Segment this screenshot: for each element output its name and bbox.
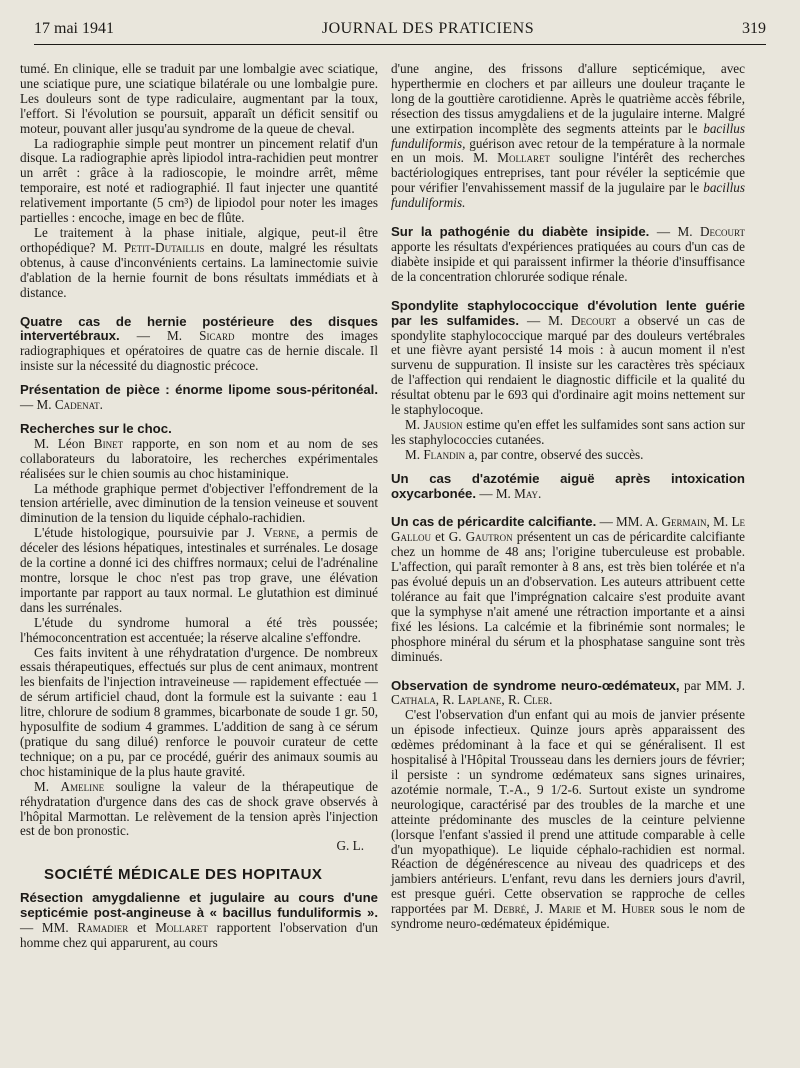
- section-amygdalienne: Résection amygdalienne et jugulaire au cours d'une septicémie post-angineuse à « bacillus funduliformis ». — MM. Ramadier et Mollaret rapportent l'observation d'un homme chez qui apparurent, au cours: [20, 890, 379, 950]
- section-heading: Présentation de pièce : énorme lipome sous-péritonéal.: [20, 382, 378, 398]
- author-name: Huber: [621, 901, 656, 917]
- paragraph: M. Ameline souligne la valeur de la thérapeutique de réhydratation d'urgence dans des cas de shock grave observés à l'hôpital Marmottan. Le relèvement de la tension après l'injection est de bon pronostic.: [20, 778, 378, 839]
- author-name: Gautron: [465, 529, 513, 545]
- left-column: [20, 62, 378, 951]
- section-hernie: Quatre cas de hernie postérieure des disques intervertébraux. — M. Sicard montre des images radiographiques et opératoires de quatre cas de hernie discale. Il insiste sur la nécessité du diagnostic précoce.: [20, 313, 379, 374]
- author-name: Mollaret: [497, 150, 550, 166]
- section-azotemie: Un cas d'azotémie aiguë après intoxication oxycarbonée. — M. May.: [391, 470, 745, 501]
- paragraph: La méthode graphique permet d'objectiver l'effondrement de la tension artérielle, avec diminution de la tension veineuse et souvent diminution de la tension du liquide céphalo-rachidien.: [20, 480, 378, 526]
- author-name: Ameline: [60, 778, 105, 794]
- paragraph: Le traitement à la phase initiale, algique, peut-il être orthopédique? M. Petit-Dutaillis en doute, malgré les résultats obtenus, à cause d'inconvénients certains. La laminectomie suivie d'ablation de la hernie fournit de bons résultats immédiats et à distance.: [20, 224, 378, 300]
- author-name: Mollaret: [155, 919, 208, 935]
- author-name: Verne,: [263, 525, 300, 541]
- section-heading: Recherches sur le choc.: [20, 420, 172, 436]
- section-heading: Spondylite staphylococcique d'évolution lente guérie par les sulfamides.: [391, 297, 745, 328]
- author-name: Le Gallou: [391, 514, 746, 545]
- section-heading: Observation de syndrome neuro-œdémateux,: [391, 677, 680, 693]
- paragraph: L'étude du syndrome humoral a été très poussée; l'hémoconcentration est accentuée; la réserve alcaline s'effondre.: [20, 614, 378, 645]
- issue-date: 17 mai 1941: [34, 20, 114, 37]
- author-name: Ramadier: [77, 919, 129, 935]
- author-name: Decourt: [571, 312, 617, 328]
- section-heading: Quatre cas de hernie postérieure des disques intervertébraux.: [20, 313, 378, 344]
- author-name: Decourt: [700, 224, 745, 240]
- paragraph: L'étude histologique, poursuivie par J. Verne, a permis de déceler des lésions hépatiques, intestinales et surrénales. Le dosage de la cortine a donné ici des chiffres normaux; celui de l'adrénaline montre, lorsque le choc n'est pas trop grave, une élévation importante par rapport au taux normal. Le glutathion est diminué dans les surrénales.: [20, 525, 379, 615]
- paragraph: d'une angine, des frissons d'allure septicémique, avec hyperthermie en clochers et par ailleurs une douleur traçante le long de la gouttière carotidienne. Après le quatrième accès fébrile, résection des tissus amygdaliens et de la jugulaire interne. Malgré une extirpation incomplète des segments atteints par le bacillus funduliformis, guérison avec retour de la température à la normale en un mois. M. Mollaret souligne l'intérêt des recherches bactériologiques entreprises, tant pour révéler la septicémie que pour vérifier l'envahissement massif de la jugulaire par le bacillus funduliformis.: [391, 61, 746, 211]
- section-spondylite: Spondylite staphylococcique d'évolution lente guérie par les sulfamides. — M. Decourt a observé un cas de spondylite staphylococcique marqué par des douleurs vertébrales et une fièvre ayant persisté 14 mois : à aucun moment il n'est survenu de suppuration. Il insiste sur les caractères très spéciaux de l'affection qui rendaient le diagnostic difficile et la qualité du résultat obtenu par le 693 qui d'ordinaire agit moins nettement sur le staphylocoque.: [391, 297, 746, 418]
- right-column: [391, 62, 745, 932]
- author-name: Petit-Dutaillis: [123, 239, 205, 255]
- journal-title: JOURNAL DES PRATICIENS: [321, 20, 535, 37]
- author-name: Laplane,: [457, 692, 505, 708]
- paragraph: Ces faits invitent à une réhydratation d'urgence. De nombreux essais thérapeutiques, effectués sur plus de cent animaux, montrent les bienfaits de l'injection intraveineuse — rapidement effectuée — de sérum artificiel chaud, dont la formule est la suivante : eau 1 litre, chlorure de sodium 8 grammes, bicarbonate de soude 1 gr. 50, hyposulfite de sodium 4 grammes. L'addition de sang à ce sérum (pratique du sang dilué) renforce le pouvoir curateur de cette technique; on a pu, par ce procédé, guérir des animaux soumis au choc histaminique de la plus haute gravité.: [20, 644, 378, 779]
- society-heading: SOCIÉTÉ MÉDICALE DES HOPITAUX: [44, 866, 323, 884]
- author-name: Binet: [93, 435, 124, 451]
- author-name: Flandin: [423, 446, 466, 462]
- author-name: Germain,: [661, 514, 710, 530]
- page-header: [34, 14, 766, 45]
- author-name: Cler.: [523, 692, 553, 708]
- paragraph: M. Jausion estime qu'en effet les sulfamides sont sans action sur les staphylococcies cutanées.: [391, 416, 746, 447]
- paragraph: M. Flandin a, par contre, observé des succès.: [405, 446, 644, 462]
- section-lipome: Présentation de pièce : énorme lipome sous-péritonéal. — M. Cadenat.: [20, 382, 378, 413]
- section-heading: Sur la pathogénie du diabète insipide.: [391, 224, 650, 240]
- section-heading: Un cas d'azotémie aiguë après intoxication oxycarbonée.: [391, 470, 745, 501]
- author-name: Marie: [548, 901, 582, 917]
- section-heading: Résection amygdalienne et jugulaire au cours d'une septicémie post-angineuse à « bacillus funduliformis ».: [20, 890, 378, 921]
- signature: G. L.: [336, 838, 364, 854]
- paragraph: M. Léon Binet rapporte, en son nom et au nom de ses collaborateurs du laboratoire, les recherches expérimentales réalisées sur le chien soumis au choc histaminique.: [20, 435, 379, 481]
- author-name: Debré,: [493, 901, 530, 917]
- page-number: 319: [741, 20, 766, 37]
- section-pericardite: Un cas de péricardite calcifiante. — MM. A. Germain, M. Le Gallou et G. Gautron présentent un cas de péricardite calcifiante chez un homme de 48 ans; l'origine tuberculeuse est probable. L'affection, qui paraît remonter à 8 ans, est très bien tolérée et n'a pas évolué depuis un an d'observation. Les auteurs attribuent cette tolérance au fait que l'imprégnation calcaire s'est produite avant que la symphyse n'ait amené une rétraction importante et a ainsi fixé les lésions. La calcémie et la fibrinémie sont normales; le phosphore minéral du sérum et la phosphatase sanguine sont très diminués.: [391, 514, 746, 664]
- section-neuro-oedemateux: Observation de syndrome neuro-œdémateux, par MM. J. Cathala, R. Laplane, R. Cler.: [391, 677, 745, 708]
- section-diabete: Sur la pathogénie du diabète insipide. — M. Decourt apporte les résultats d'expériences pratiquées au cours d'un cas de diabète insipide et qui paraissent infirmer la théorie d'insuffisance de la concentration chlorurée sodique rénale.: [391, 224, 745, 284]
- author-name: Cathala,: [391, 692, 440, 708]
- paragraph: C'est l'observation d'un enfant qui au mois de janvier présente un épisode infectieux. Quinze jours après apparaissent des œdèmes prédominant à la face et qui se généralisent. Il est hospitalisé à l'Hôpital Trousseau dans les derniers jours de février; il persiste : un syndrome œdémateux sans signes urinaires, azotémie normale, T.-A., 9 1/2-6. Surtout existe un syndrome neurologique, caractérisé par des troubles de la marche et une atteinte prédominante des muscles de la ceinture pelvienne (lorsque l'enfant s'assied il prend une attitude comparable à celle d'un myopathique). Le liquide céphalo-rachidien est normal. Réaction de dégénérescence au niveau des quadriceps et des jambiers antérieurs. L'enfant, revu dans les derniers jours d'avril, est presque guéri. Cette observation se rapproche de celles rapportées par M. Debré, J. Marie et M. Huber sous le nom de syndrome neuro-œdémateux épidémique.: [391, 707, 746, 932]
- section-heading: Un cas de péricardite calcifiante.: [391, 514, 597, 530]
- author-name: Sicard: [199, 328, 235, 344]
- paragraph: tumé. En clinique, elle se traduit par une lombalgie avec sciatique, une sciatique pure, une sciatique bilatérale ou une lombalgie pure. Les douleurs sont de type radiculaire, augmentant par la toux, l'effort. Si l'évolution se poursuit, apparaît un déficit sensitif ou moteur, pouvant aller jusqu'au syndrome de la queue de cheval.: [20, 61, 378, 136]
- author-name: Jausion: [423, 416, 463, 432]
- author-name: Cadenat.: [54, 397, 103, 413]
- paragraph: La radiographie simple peut montrer un pincement relatif d'un disque. La radiographie après lipiodol intra-rachidien peut montrer un arrêt : grâce à la radioscopie, le moindre arrêt, même temporaire, est noté et radiographié. Il faut injecter une quantité relativement importante (5 cm³) de lipiodol pour noter les images partielles : encoche, image en bec de flûte.: [20, 135, 378, 226]
- author-name: May.: [514, 485, 542, 501]
